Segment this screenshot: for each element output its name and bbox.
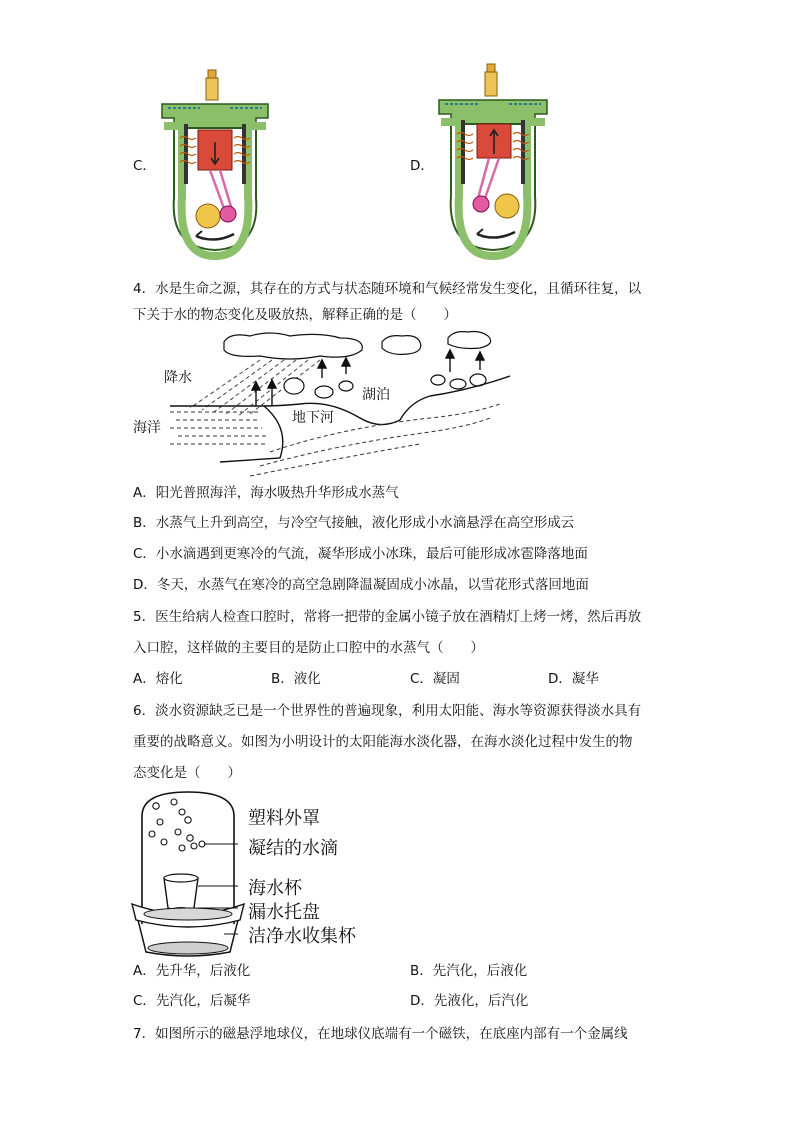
label-collector: 洁净水收集杯: [248, 926, 356, 947]
q4-option-a: A．阳光普照海洋，海水吸热升华形成水蒸气: [133, 485, 399, 501]
q6-option-a: A．先升华，后液化: [133, 963, 251, 979]
q6-option-b: B．先汽化，后液化: [410, 963, 528, 979]
q4-option-d: D．冬天，水蒸气在寒冷的高空急剧降温凝固成小冰晶，以雪花形式落回地面: [133, 577, 589, 593]
q5-option-b: B．液化: [271, 671, 321, 687]
q5-stem-line-2: 入口腔，这样做的主要目的是防止口腔中的水蒸气（ ）: [133, 640, 484, 656]
label-ocean: 海洋: [133, 420, 161, 436]
q4-stem-line-2: 下关于水的物态变化及吸放热，解释正确的是（ ）: [133, 307, 457, 323]
desalinator-diagram: [128, 788, 248, 960]
label-droplets: 凝结的水滴: [248, 838, 338, 859]
q7-stem-line-1: 7．如图所示的磁悬浮地球仪，在地球仪底端有一个磁铁，在底座内部有一个金属线: [133, 1026, 628, 1042]
engine-diagram-c: [160, 68, 270, 258]
option-d-label: D．: [410, 158, 434, 174]
q5-option-d: D．凝华: [548, 671, 599, 687]
q6-option-d: D．先液化，后汽化: [410, 993, 529, 1009]
option-c-label: C．: [133, 158, 156, 174]
q4-option-c: C．小水滴遇到更寒冷的气流，凝华形成小冰珠，最后可能形成冰雹降落地面: [133, 546, 588, 562]
water-cycle-diagram: [150, 328, 520, 478]
label-lake: 湖泊: [362, 387, 390, 403]
label-cup: 海水杯: [248, 878, 302, 899]
q4-stem-line-1: 4．水是生命之源，其存在的方式与状态随环境和气候经常发生变化，且循环往复，以: [133, 281, 642, 297]
label-underground: 地下河: [292, 410, 334, 426]
q6-stem-line-2: 重要的战略意义。如图为小明设计的太阳能海水淡化器，在海水淡化过程中发生的物: [133, 734, 633, 750]
q5-stem-line-1: 5．医生给病人检查口腔时，常将一把带的金属小镜子放在酒精灯上烤一烤，然后再放: [133, 609, 642, 625]
label-rain: 降水: [164, 370, 192, 386]
q4-option-b: B．水蒸气上升到高空，与冷空气接触，液化形成小水滴悬浮在高空形成云: [133, 515, 575, 531]
engine-diagram-d: [437, 62, 549, 258]
q6-option-c: C．先汽化，后凝华: [133, 993, 251, 1009]
label-cover: 塑料外罩: [248, 808, 320, 829]
q5-option-c: C．凝固: [410, 671, 460, 687]
q5-option-a: A．熔化: [133, 671, 183, 687]
label-tray: 漏水托盘: [248, 902, 320, 923]
q6-stem-line-1: 6．淡水资源缺乏已是一个世界性的普遍现象，利用太阳能、海水等资源获得淡水具有: [133, 703, 642, 719]
q6-stem-line-3: 态变化是（ ）: [133, 765, 241, 781]
